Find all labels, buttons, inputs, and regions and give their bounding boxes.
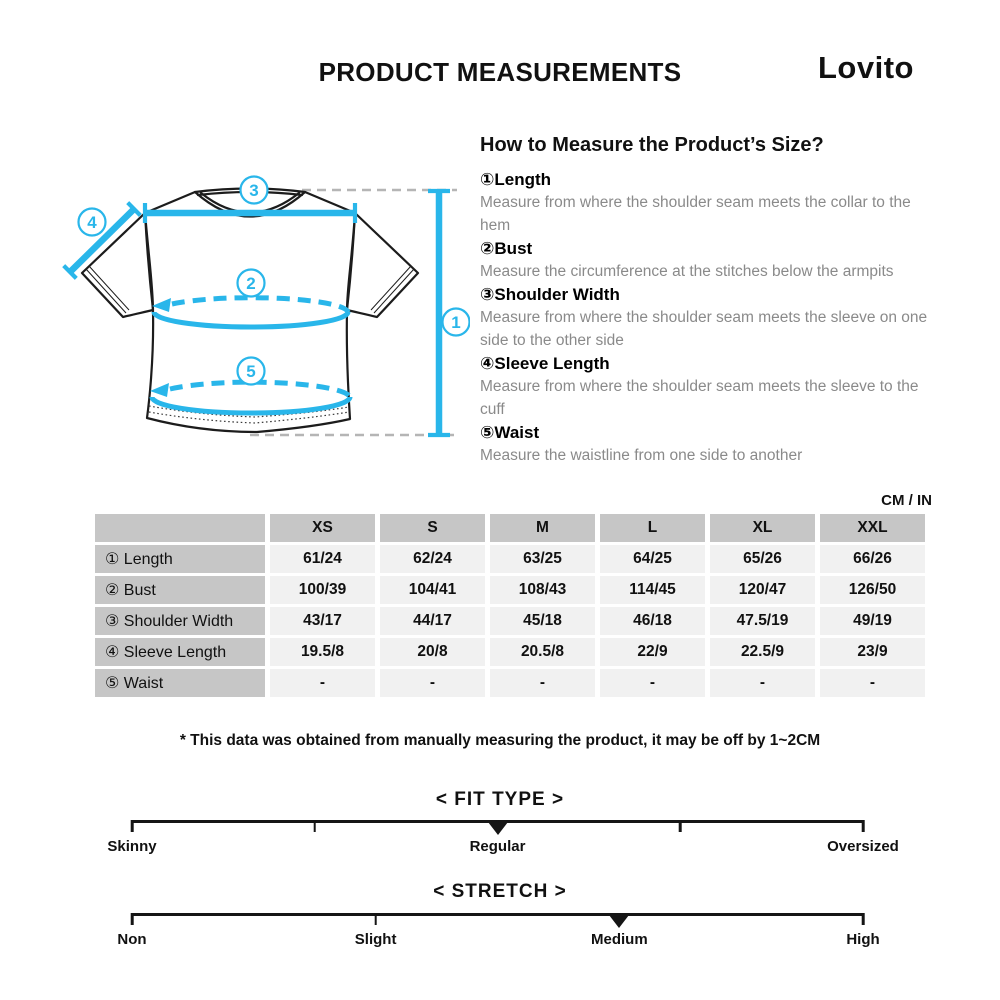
- cell-value: -: [380, 669, 485, 697]
- howto-item-shoulder-width: [480, 283, 942, 352]
- circled-3-icon: ③: [480, 285, 495, 304]
- row-label-text: Shoulder Width: [123, 613, 234, 630]
- tick: [679, 820, 682, 832]
- tick: [313, 820, 316, 832]
- cell-value: 19.5/8: [270, 638, 375, 666]
- circled-1-icon: ①: [480, 170, 495, 189]
- cell-value: 114/45: [600, 576, 705, 604]
- fit-type-labels: [107, 838, 899, 856]
- howto-section: [480, 132, 942, 467]
- table-row: [95, 576, 925, 604]
- cell-value: -: [820, 669, 925, 697]
- howto-item-sleeve-length: [480, 352, 942, 421]
- unit-label: CM / IN: [881, 492, 932, 509]
- cell-value: 22/9: [600, 638, 705, 666]
- cell-value: 104/41: [380, 576, 485, 604]
- fit-type-scale: [132, 820, 863, 834]
- cell-value: 44/17: [380, 607, 485, 635]
- cell-value: 45/18: [490, 607, 595, 635]
- tick: [862, 913, 865, 925]
- table-row: [95, 607, 925, 635]
- callout-5: [238, 358, 265, 385]
- size-col-xl: XL: [710, 514, 815, 542]
- size-table: [90, 511, 930, 700]
- howto-item-desc: Measure from where the shoulder seam meets the sleeve on one side to the other side: [480, 309, 928, 349]
- table-row: [95, 545, 925, 573]
- fit-option-regular: Regular: [469, 838, 526, 855]
- cell-value: 65/26: [710, 545, 815, 573]
- stretch-option-slight: Slight: [354, 931, 397, 948]
- cell-value: 49/19: [820, 607, 925, 635]
- cell-value: 100/39: [270, 576, 375, 604]
- cell-value: 108/43: [490, 576, 595, 604]
- circled-4-icon: ④: [105, 644, 120, 661]
- table-row: [95, 669, 925, 697]
- circled-4-icon: ④: [480, 354, 495, 373]
- cell-value: 22.5/9: [710, 638, 815, 666]
- howto-item-title: Bust: [494, 239, 533, 258]
- circled-1-icon: ①: [105, 551, 120, 568]
- cell-value: 126/50: [820, 576, 925, 604]
- stretch-labels: [117, 931, 880, 949]
- cell-value: 62/24: [380, 545, 485, 573]
- circled-5-icon: ⑤: [105, 675, 120, 692]
- fit-option-skinny: Skinny: [107, 838, 157, 855]
- cell-value: -: [710, 669, 815, 697]
- fit-type-marker-icon: [488, 822, 508, 835]
- svg-text:4: 4: [87, 213, 97, 232]
- circled-5-icon: ⑤: [480, 423, 495, 442]
- cell-value: 46/18: [600, 607, 705, 635]
- row-label-text: Sleeve Length: [123, 644, 227, 661]
- cell-value: -: [490, 669, 595, 697]
- cell-value: 47.5/19: [710, 607, 815, 635]
- stretch-option-non: Non: [117, 931, 147, 948]
- size-col-s: S: [380, 514, 485, 542]
- tick: [131, 820, 134, 832]
- size-table-corner-cell: [95, 514, 265, 542]
- stretch-axis: [132, 913, 863, 916]
- howto-item-bust: [480, 237, 942, 283]
- svg-text:2: 2: [246, 274, 256, 293]
- cell-value: 23/9: [820, 638, 925, 666]
- svg-text:5: 5: [246, 362, 256, 381]
- howto-item-desc: Measure the circumference at the stitches below the armpits: [480, 263, 894, 280]
- cell-value: 63/25: [490, 545, 595, 573]
- howto-item-length: [480, 168, 942, 237]
- cell-value: -: [270, 669, 375, 697]
- svg-text:1: 1: [451, 313, 461, 332]
- howto-item-desc: Measure from where the shoulder seam meets the sleeve to the cuff: [480, 378, 919, 418]
- tick: [131, 913, 134, 925]
- svg-text:3: 3: [249, 181, 259, 200]
- circled-2-icon: ②: [105, 582, 120, 599]
- tick: [862, 820, 865, 832]
- stretch-option-high: High: [846, 931, 880, 948]
- cell-value: 20.5/8: [490, 638, 595, 666]
- measurement-disclaimer: * This data was obtained from manually measuring the product, it may be off by 1~2CM: [179, 732, 821, 749]
- size-col-m: M: [490, 514, 595, 542]
- stretch-scale: [132, 913, 863, 927]
- size-col-l: L: [600, 514, 705, 542]
- tshirt-diagram: [50, 155, 470, 465]
- row-label-text: Bust: [123, 582, 156, 599]
- callout-4: [79, 209, 106, 236]
- howto-item-waist: [480, 421, 942, 467]
- size-col-xs: XS: [270, 514, 375, 542]
- cell-value: 66/26: [820, 545, 925, 573]
- circled-3-icon: ③: [105, 613, 120, 630]
- size-table-header-row: [95, 514, 925, 542]
- row-label-text: Length: [123, 551, 173, 568]
- brand-logo: Lovito: [818, 50, 914, 85]
- stretch-heading: < STRETCH >: [433, 881, 567, 902]
- tshirt-body: [145, 189, 355, 433]
- circled-2-icon: ②: [480, 239, 495, 258]
- cell-value: 61/24: [270, 545, 375, 573]
- tick: [374, 913, 377, 925]
- callout-2: [238, 270, 265, 297]
- page-title: PRODUCT MEASUREMENTS: [318, 57, 682, 87]
- cell-value: 20/8: [380, 638, 485, 666]
- fit-option-oversized: Oversized: [827, 838, 899, 855]
- cell-value: 120/47: [710, 576, 815, 604]
- howto-item-title: Waist: [494, 423, 540, 442]
- stretch-option-medium: Medium: [591, 931, 648, 948]
- howto-item-title: Shoulder Width: [494, 285, 620, 304]
- size-col-xxl: XXL: [820, 514, 925, 542]
- howto-item-desc: Measure the waistline from one side to another: [480, 447, 803, 464]
- table-row: [95, 638, 925, 666]
- howto-item-title: Sleeve Length: [494, 354, 610, 373]
- fit-type-heading: < FIT TYPE >: [435, 789, 565, 810]
- cell-value: 43/17: [270, 607, 375, 635]
- cell-value: -: [600, 669, 705, 697]
- stretch-marker-icon: [609, 915, 629, 928]
- howto-item-desc: Measure from where the shoulder seam meets the collar to the hem: [480, 194, 911, 234]
- cell-value: 64/25: [600, 545, 705, 573]
- callout-1: [443, 309, 470, 336]
- howto-item-title: Length: [494, 170, 552, 189]
- callout-3: [241, 177, 268, 204]
- howto-heading: How to Measure the Product’s Size?: [480, 134, 824, 156]
- row-label-text: Waist: [123, 675, 164, 692]
